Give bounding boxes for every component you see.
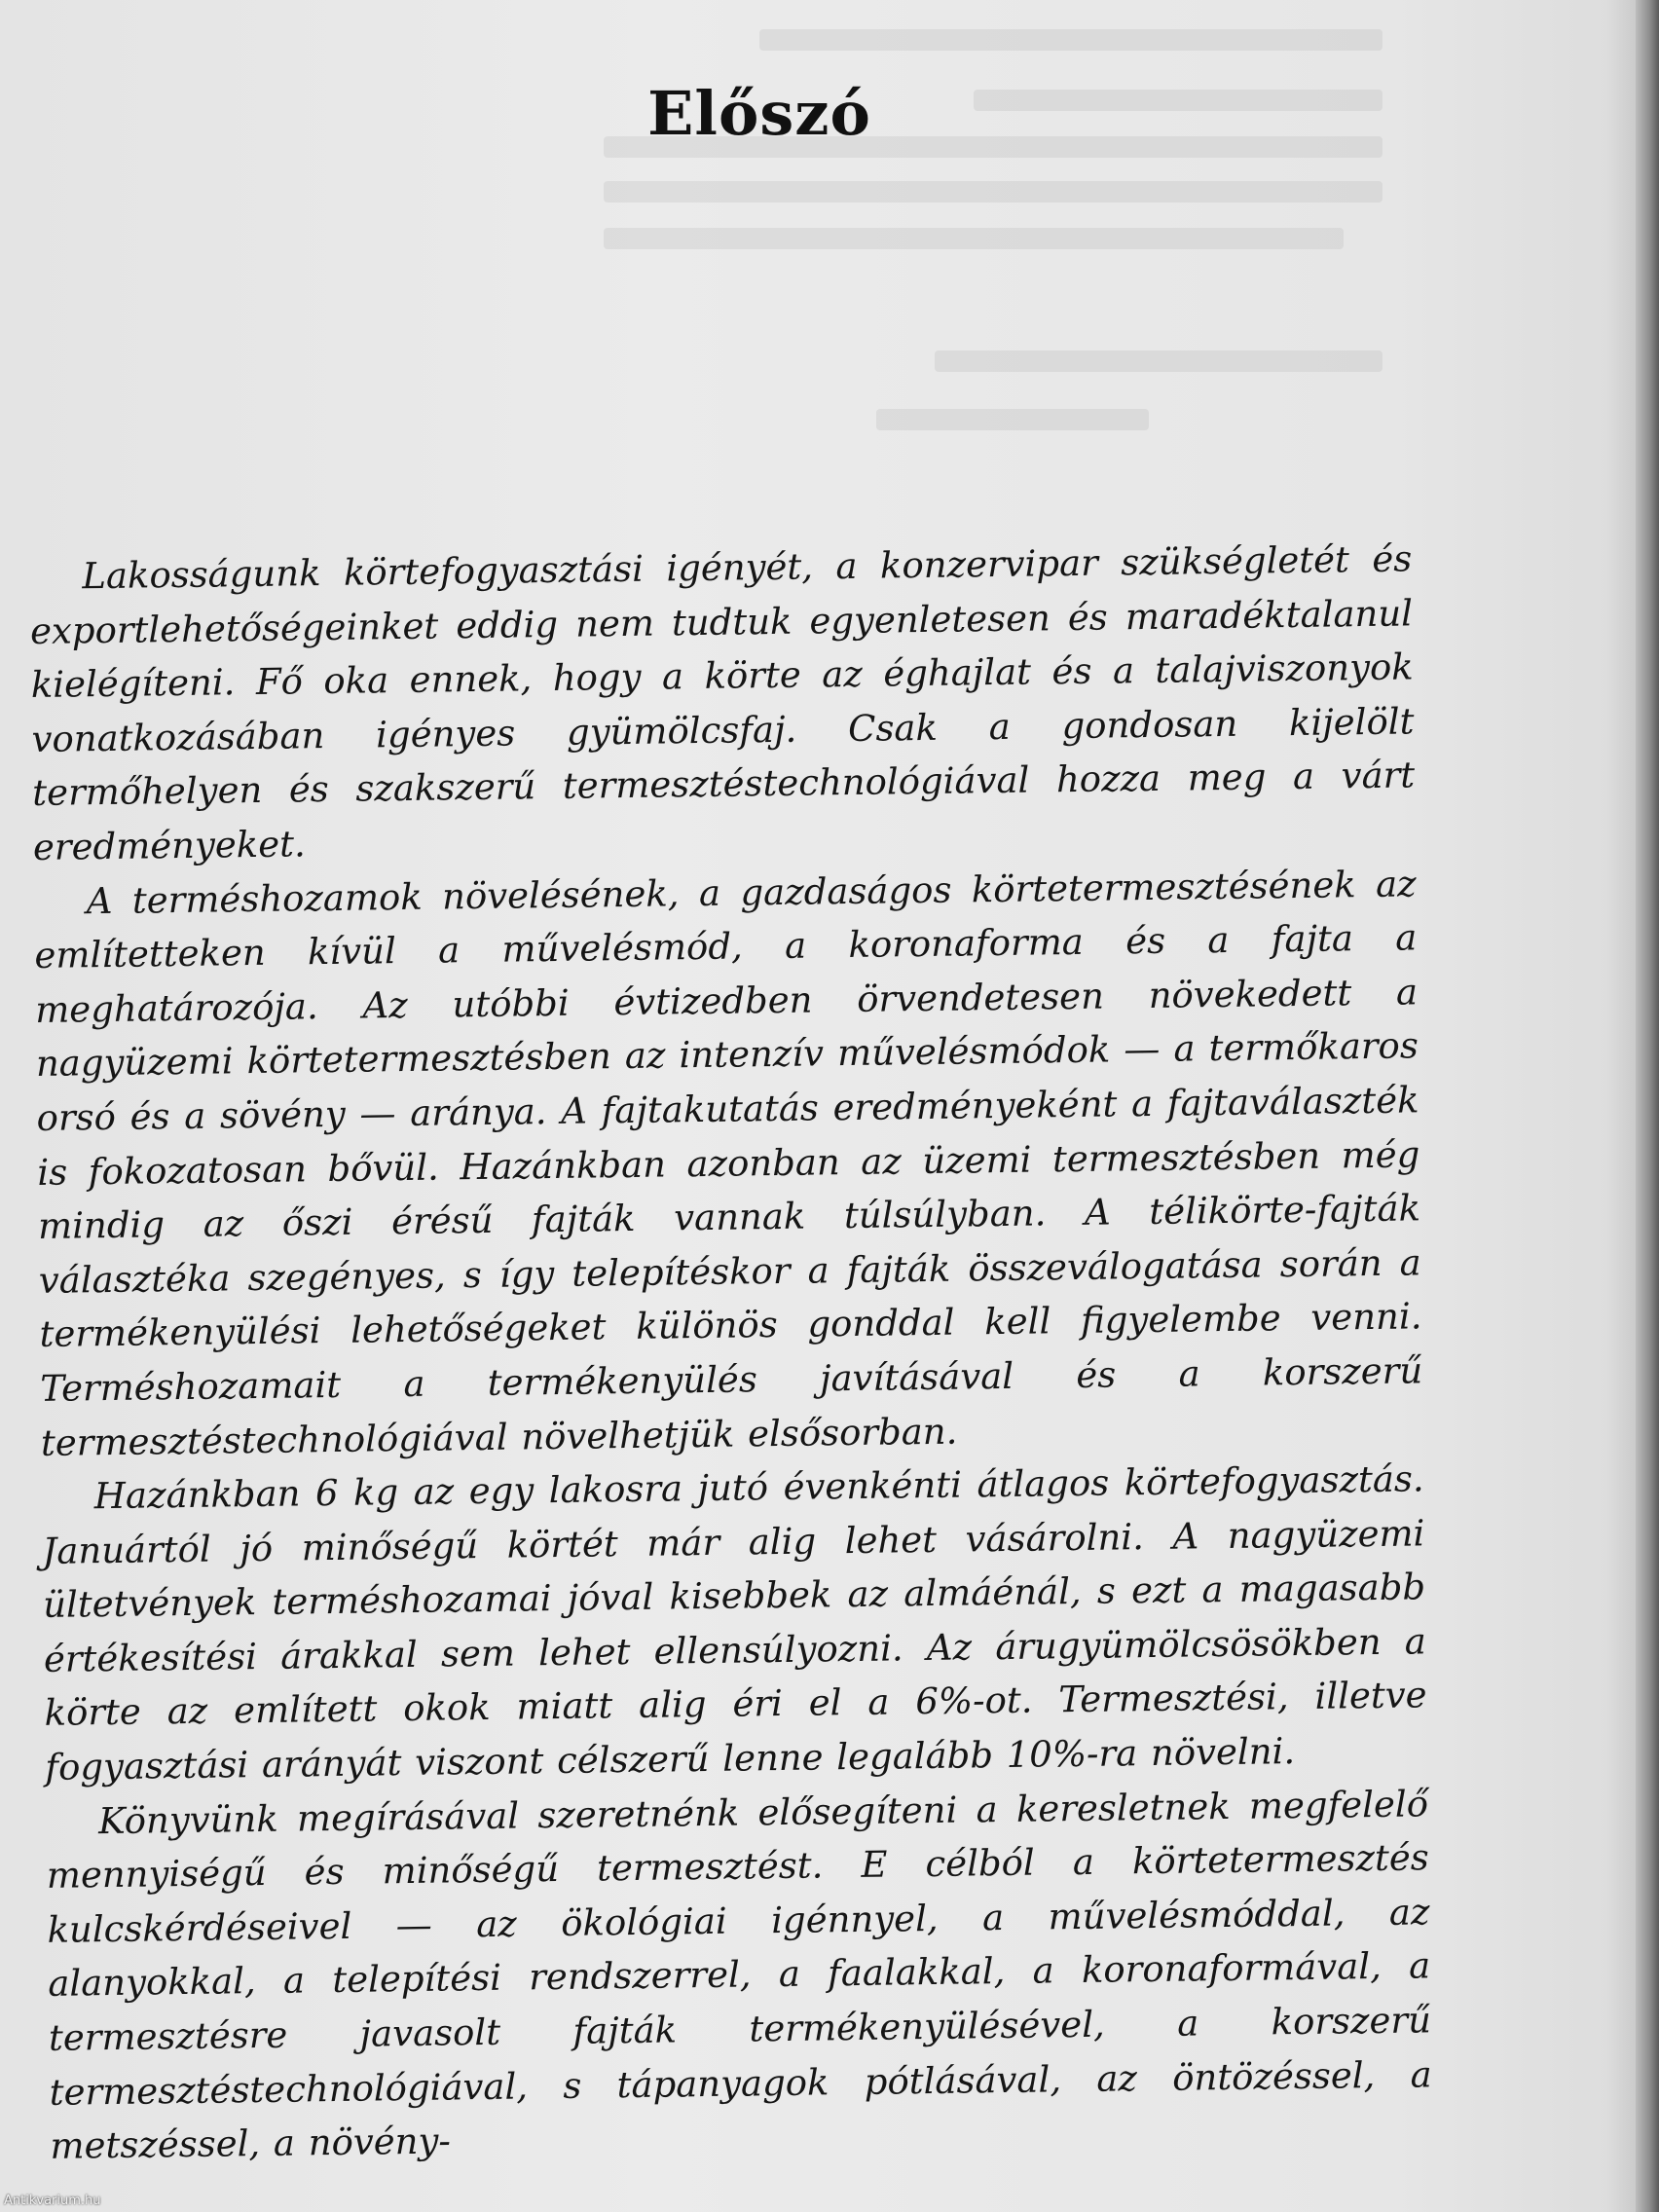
show-through-text (0, 0, 1636, 467)
paragraph: A terméshozamok növelésének, a gazdaságos körtetermesztésének az említetteken kívül a művelésmód, a koronaforma és a fajta a meghatározója. Az utóbbi évtizedben örvendetesen növekedett a nagyüzemi körtetermesztésben az intenzív művelésmódok — a termőkaros orsó és a sövény — aránya. A fajtakutatás eredményeként a fajtaválaszték is fokozatosan bővül. Hazánkban azonban az üzemi termesztésben még mindig az őszi érésű fajták vannak túlsúlyban. A télikörte-fajták választéka szegényes, s így telepítéskor a fajták összeválogatása során a termékenyülési lehetőségeket különös gonddal kell figyelembe venni. Terméshozamait a termékenyülés javításával és a korszerű termesztéstechnológiával növelhetjük elsősorban. (34, 862, 1423, 1464)
page-title: Előszó (647, 77, 871, 149)
paragraph: Könyvünk megírásával szeretnénk elősegíteni a keresletnek megfelelő mennyiségű és minőségű termesztést. E célból a körtetermesztés kulcskérdéseivel — az ökológiai igénnyel, a művelésmóddal, az alanyokkal, a telepítési rendszerrel, a faalakkal, a koronaformával, a termesztésre javasolt fajták termékenyülésével, a korszerű termesztéstechnológiával, s tápanyagok pótlásával, az öntözéssel, a metszéssel, a növény- (46, 1782, 1432, 2168)
body-text (29, 532, 1433, 2173)
watermark: Antikvarium.hu (4, 2194, 101, 2208)
page-shadow (1606, 0, 1636, 2212)
paragraph: Lakosságunk körtefogyasztási igényét, a konzervipar szükségletét és exportlehetőségeinket eddig nem tudtuk egyenletesen és maradéktalanul kielégíteni. Fő oka ennek, hogy a körte az éghajlat és a talajviszonyok vonatkozásában igényes gyümölcsfaj. Csak a gondosan kijelölt termőhelyen és szakszerű termesztéstechnológiával hozza meg a várt eredményeket. (29, 537, 1416, 868)
paragraph: Hazánkban 6 kg az egy lakosra jutó évenkénti átlagos körtefogyasztás. Januártól jó minőségű körtét már alig lehet vásárolni. A nagyüzemi ültetvények terméshozamai jóval kisebbek az almáénál, s ezt a magasabb értékesítési árakkal sem lehet ellensúlyozni. Az árugyümölcsösökben a körte az említett okok miatt alig éri el a 6%-ot. Termesztési, illetve fogyasztási arányát viszont célszerű lenne legalább 10%-ra növelni. (42, 1457, 1427, 1788)
book-edge (1636, 0, 1659, 2212)
